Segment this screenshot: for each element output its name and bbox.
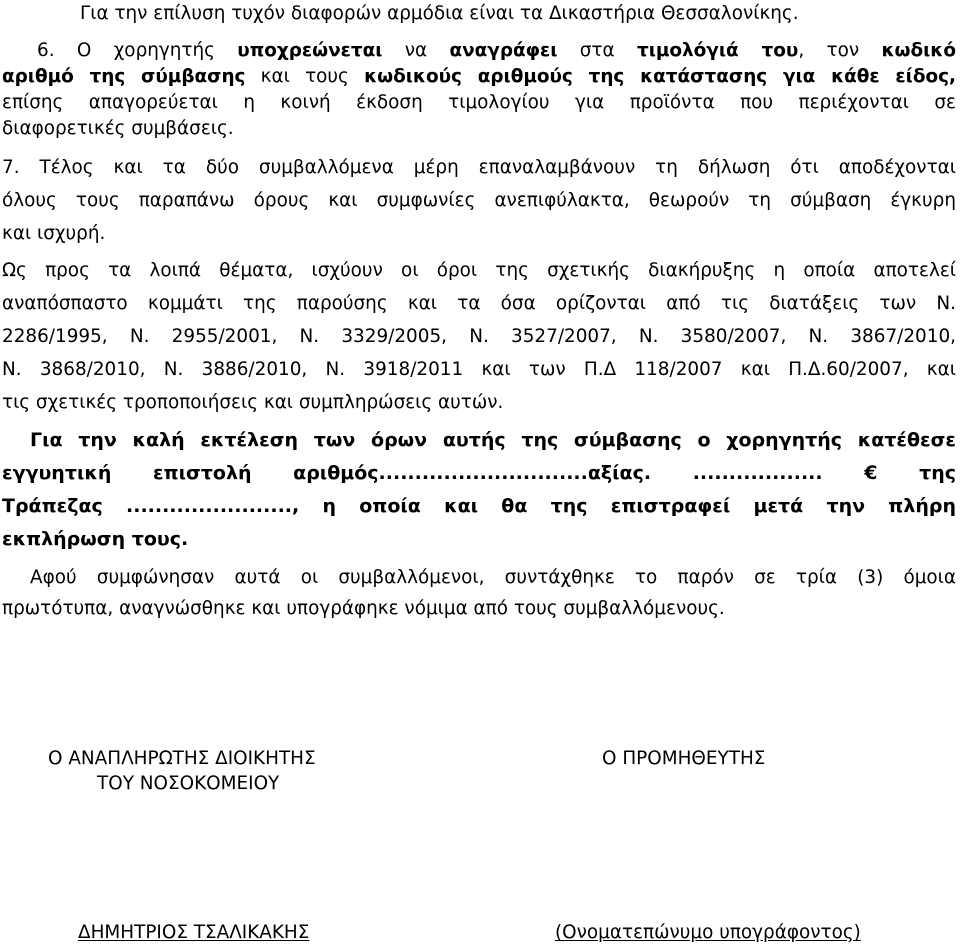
clause6-line2: αριθμό της σύμβασης και τους κωδικούς αριθμούς της κατάστασης για κάθε είδος, — [2, 66, 956, 87]
signature-left-title-2: ΤΟΥ ΝΟΣΟΚΟΜΕΙΟΥ — [97, 773, 280, 794]
closing-line1: Αφού συμφώνησαν αυτά οι συμβαλλόμενοι, συντάχθηκε το παρόν σε τρία (3) όμοια — [30, 567, 956, 588]
signature-right-title: Ο ΠΡΟΜΗΘΕΥΤΗΣ — [602, 748, 766, 769]
guarantee-line3: Τράπεζας ......................., η οποία και θα της επιστραφεί μετά την πλήρη — [2, 495, 956, 517]
guarantee-line4: εκπλήρωση τους. — [2, 528, 189, 550]
laws-line3: 2286/1995, Ν. 2955/2001, Ν. 3329/2005, Ν. 3527/2007, Ν. 3580/2007, Ν. 3867/2010, — [2, 326, 956, 347]
closing-line2: πρωτότυπα, αναγνώσθηκε και υπογράφηκε νόμιμα από τους συμβαλλόμενους. — [2, 598, 725, 619]
signature-right-name: (Ονοματεπώνυμο υπογράφοντος) — [555, 922, 861, 943]
clause7-line1: 7. Τέλος και τα δύο συμβαλλόμενα μέρη επαναλαμβάνουν τη δήλωση ότι αποδέχονται — [2, 157, 956, 178]
signature-left-name: ΔΗΜΗΤΡΙΟΣ ΤΣΑΛΙΚΑΚΗΣ — [78, 922, 310, 943]
clause6-line4: διαφορετικές συμβάσεις. — [2, 118, 234, 139]
clause6-line1: 6. Ο χορηγητής υποχρεώνεται να αναγράφει στα τιμολόγιά του, τον κωδικό — [37, 40, 956, 61]
laws-line1: Ως προς τα λοιπά θέματα, ισχύουν οι όροι της σχετικής διακήρυξης η οποία αποτελεί — [2, 260, 956, 281]
signature-left-title-1: Ο ΑΝΑΠΛΗΡΩΤΗΣ ΔΙΟΙΚΗΤΗΣ — [48, 748, 316, 769]
intro-line: Για την επίλυση τυχόν διαφορών αρμόδια είναι τα Δικαστήρια Θεσσαλονίκης. — [80, 3, 799, 24]
laws-line5: τις σχετικές τροποποιήσεις και συμπληρώσεις αυτών. — [2, 392, 504, 413]
laws-line4: Ν. 3868/2010, Ν. 3886/2010, Ν. 3918/2011 και των Π.Δ 118/2007 και Π.Δ.60/2007, και — [2, 359, 956, 380]
guarantee-line2: εγγυητική επιστολή αριθμός.............................αξίας. .................. € της — [2, 462, 956, 484]
laws-line2: αναπόσπαστο κομμάτι της παρούσης και τα όσα ορίζονται από τις διατάξεις των Ν. — [2, 293, 956, 314]
guarantee-line1: Για την καλή εκτέλεση των όρων αυτής της σύμβασης ο χορηγητής κατέθεσε — [30, 429, 956, 451]
clause7-line3: και ισχυρή. — [2, 223, 106, 244]
clause6-line3: επίσης απαγορεύεται η κοινή έκδοση τιμολογίου για προϊόντα που περιέχονται σε — [2, 92, 956, 113]
clause7-line2: όλους τους παραπάνω όρους και συμφωνίες ανεπιφύλακτα, θεωρούν τη σύμβαση έγκυρη — [2, 190, 956, 211]
